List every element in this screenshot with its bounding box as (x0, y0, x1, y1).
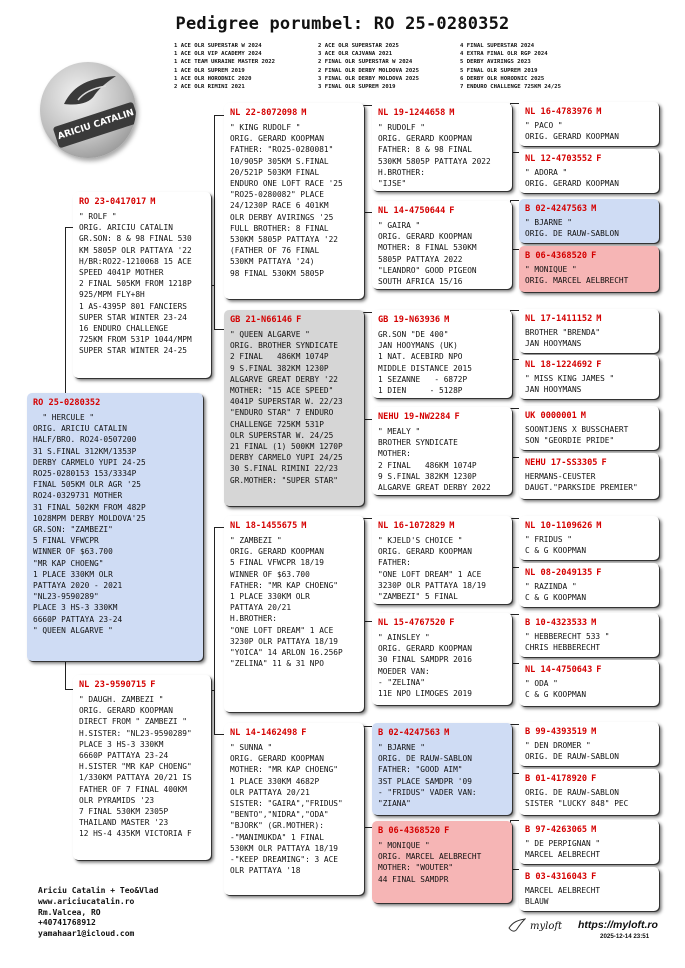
bird-info: ORIG. DE RAUW-SABLON SISTER "LUCKY 848" PEC (525, 788, 629, 809)
achievement: 6 DERBY OLR HORODNIC 2025 (460, 75, 545, 82)
website-link[interactable]: www.ariciucatalin.ro (38, 896, 135, 906)
ring-number: B 01-4178920 F (525, 774, 597, 784)
bird-info: " HEBBERECHT 533 " CHRIS HEBBERECHT (525, 632, 610, 653)
ancestor-card[interactable] (519, 102, 659, 146)
achievement: 1 ACE OLR SUPERSTAR W 2024 (174, 43, 262, 49)
great-grandparent-card[interactable] (372, 613, 512, 705)
ring-number: NL 14-1462498 F (230, 728, 307, 738)
ring-number: NL 08-2049135 F (525, 568, 602, 578)
achievement: 3 FINAL OLR DERBY MOLDOVA 2025 (318, 75, 420, 82)
paternal-grandfather-card[interactable] (224, 103, 364, 299)
achievement: 4 FINAL SUPERSTAR 2024 (460, 43, 535, 49)
achievement: 1 ACE OLR SUPREM 2019 (174, 67, 245, 74)
ring-number: B 99-4393519 M (525, 727, 597, 737)
bird-info: BROTHER "BRENDA" JAN HOOYMANS (525, 328, 601, 349)
bird-info: " BJARNE " ORIG. DE RAUW-SABLON (525, 218, 619, 239)
ring-number: GB 19-N63936 M (378, 315, 450, 325)
bird-info: " KJELD'S CHOICE " ORIG. GERARD KOOPMAN FATHER: "ONE LOFT DREAM" 1 ACE 3230P OLR PATTAYA 18/19 "ZAMBEZI" 5 FINAL (378, 536, 486, 602)
achievement: 7 ENDURO CHALLENGE 725KM 24/25 (460, 83, 562, 90)
myloft-brand: myloft (508, 918, 562, 934)
ring-number: B 10-4323533 M (525, 618, 597, 628)
email[interactable]: yamahaar1@icloud.com (38, 929, 135, 939)
bird-info: SOONTJENS X BUSSCHAERT SON "GEORDIE PRIDE" (525, 425, 629, 446)
ring-number: B 06-4368520 F (525, 251, 597, 261)
ring-number: NL 23-9590715 F (79, 680, 156, 690)
bird-info: " RUDOLF " ORIG. GERARD KOOPMAN FATHER: 8 & 98 FINAL 530KM 5805P PATTAYA 2022 H.BROTHER: "IJSE" (378, 123, 491, 189)
bird-info: " MISS KING JAMES " JAN HOOYMANS (525, 374, 615, 395)
ancestor-card[interactable] (519, 516, 659, 560)
achievements-col-2 (318, 42, 419, 91)
ancestor-card[interactable] (519, 406, 659, 450)
achievement: 1 ACE TEAM UKRAINE MASTER 2022 (174, 59, 276, 66)
great-grandparent-card[interactable] (372, 821, 512, 903)
bird-info: " DAUGH. ZAMBEZI " ORIG. GERARD KOOPMAN DIRECT FROM " ZAMBEZI " H.SISTER: "NL23-9590289" PLACE 3 HS-3 330KM 6660P PATTAYA 23-24 H.SISTER "MR KAP CHOENG" 1/330KM PATTAYA 20/21 IS FATHER OF 7 FINAL 400KM OLR PYRAMIDS '23 7 FINAL 530KM 2305P THAILAND MASTER '23 12 HS-4 435KM VICTORIA F (79, 695, 192, 839)
great-grandparent-card[interactable] (372, 407, 512, 495)
achievement: 3 FINAL OLR SUPREM 2019 (318, 83, 396, 90)
bird-info: HERMANS-CEUSTER DAUGT."PARKSIDE PREMIER" (525, 472, 638, 493)
bird-info: " DEN DROMER " ORIG. DE RAUW-SABLON (525, 741, 619, 762)
ancestor-card[interactable] (519, 355, 659, 399)
ancestor-card[interactable] (519, 613, 659, 657)
ring-number: NL 10-1109626 M (525, 521, 602, 531)
contact-block (38, 886, 158, 940)
ring-number: RO 23-0417017 M (79, 197, 156, 207)
myloft-bird-icon (508, 918, 526, 934)
ancestor-card[interactable] (519, 199, 659, 243)
maternal-grandmother-card[interactable] (224, 723, 364, 895)
achievements-col-1 (174, 42, 275, 91)
ring-number: NL 22-8072098 M (230, 108, 307, 118)
bird-info: " ODA " C & G KOOPMAN (525, 679, 587, 700)
ring-number: NL 16-1072829 M (378, 521, 455, 531)
bird-info: " HERCULE " ORIG. ARICIU CATALIN HALF/BRO. RO24-0507200 31 S.FINAL 312KM/1353P DERBY CARMELO YUPI 24-25 RO25-0280153 153/3334P FINAL 505KM OLR AGR '25 RO24-0329731 MOTHER 31 FINAL 502KM FROM 482P 1028MPM DERBY MOLDOVA'25 GR.SON: "ZAMBEZI" 5 FINAL VFWCPR WINNER OF $63.700 "MR KAP CHOENG" 1 PLACE 330KM OLR PATTAYA 2020 - 2021 "NL23-9590289" PLACE 3 HS-3 330KM 6660P PATTAYA 23-24 " QUEEN ALGARVE " (33, 413, 146, 635)
great-grandparent-card[interactable] (372, 516, 512, 604)
ancestor-card[interactable] (519, 867, 659, 911)
ring-number: UK 0000001 M (525, 411, 586, 421)
ancestor-card[interactable] (519, 820, 659, 864)
achievement: 1 ACE OLR VIP ACADEMY 2024 (174, 51, 262, 58)
bird-info: " AINSLEY " ORIG. GERARD KOOPMAN 30 FINAL SAMDPR 2016 MOEDER VAN: - "ZELINA" 11E NPO LIMOGES 2019 (378, 633, 472, 699)
ring-number: NL 16-4783976 M (525, 107, 602, 117)
ring-number: NL 14-4750643 F (525, 665, 602, 675)
bird-info: " MONIQUE " ORIG. MARCEL AELBRECHT MOTHER: "WOUTER" 44 FINAL SAMDPR (378, 841, 482, 884)
bird-info: " QUEEN ALGARVE " ORIG. BROTHER SYNDICATE 2 FINAL 486KM 1074P 9 S.FINAL 382KM 1230P ALGARVE GREAT DERBY '22 MOTHER: "15 ACE SPEED" 4041P SUPERSTAR W. 22/23 "ENDURO STAR" 7 ENDURO CHALLENGE 725KM 531P OLR SUPERSTAR W. 24/25 21 FINAL (1) 500KM 1270P DERBY CARMELO YUPI 24/25 30 S.FINAL RIMINI 22/23 GR.MOTHER: "SUPER STAR" (230, 330, 343, 485)
ring-number: GB 21-N66146 F (230, 315, 302, 325)
great-grandparent-card[interactable] (372, 723, 512, 815)
ring-number: B 02-4247563 M (525, 204, 597, 214)
ancestor-card[interactable] (519, 660, 659, 706)
achievement: 1 ACE OLR HORODNIC 2020 (174, 75, 252, 82)
ancestor-card[interactable] (519, 149, 659, 193)
bird-info: " PACO " ORIG. GERARD KOOPMAN (525, 121, 619, 142)
ring-number: NL 19-1244658 M (378, 108, 455, 118)
bird-info: " GAIRA " ORIG. GERARD KOOPMAN MOTHER: 8 FINAL 530KM 5805P PATTAYA 2022 "LEANDRO" GOOD PIGEON SOUTH AFRICA 15/16 (378, 221, 477, 287)
bird-info: " SUNNA " ORIG. GERARD KOOPMAN MOTHER: "MR KAP CHOENG" 1 PLACE 330KM 4682P OLR PATTAYA 20/21 SISTER: "GAIRA","FRIDUS" "BENTO","NIDRA","ODA" "BJORK" (GR.MOTHER): -"MANIMUKDA" 1 FINAL 530KM OLR PATTAYA 18/19 -"KEEP DREAMING": 3 ACE OLR PATTAYA '18 (230, 743, 343, 876)
ring-number: NL 17-1411152 M (525, 314, 602, 324)
ring-number: B 03-4316043 F (525, 872, 597, 882)
ancestor-card[interactable] (519, 309, 659, 353)
bird-info: " RAZINDA " C & G KOOPMAN (525, 582, 587, 603)
paternal-grandmother-card[interactable] (224, 310, 364, 506)
bird-info: " BJARNE " ORIG. DE RAUW-SABLON FATHER: "GOOD AIM" 3ST PLACE SAMDPR '09 - "FRIDUS" VADER VAN: "ZIANA" (378, 743, 477, 809)
achievement: 2 ACE OLR RIMINI 2021 (174, 83, 245, 90)
father-card[interactable] (73, 192, 211, 378)
achievements-col-3 (460, 42, 561, 91)
ancestor-card[interactable] (519, 769, 659, 815)
bird-info: " FRIDUS " C & G KOOPMAN (525, 535, 587, 556)
bird-info: " KING RUDOLF " ORIG. GERARD KOOPMAN FATHER: "RO25-0280081" 10/905P 305KM S.FINAL 20/521P 503KM FINAL ENDURO ONE LOFT RACE '25 "RO25-0280082" PLACE 24/1230P RACE 6 401KM OLR DERBY AVIRINGS '25 FULL BROTHER: 8 FINAL 530KM 5805P PATTAYA '22 (FATHER OF 76 FINAL 530KM PATTAYA '24) 98 FINAL 530KM 5805P (230, 123, 343, 278)
phone[interactable]: +40741768912 (38, 918, 96, 928)
bird-info: GR.SON "DE 400" JAN HOOYMANS (UK) 1 NAT. ACEBIRD NPO MIDDLE DISTANCE 2015 1 SEZANNE - 6872P 1 DIEN - 5128P (378, 330, 472, 396)
great-grandparent-card[interactable] (372, 103, 512, 191)
bird-info: " ADORA " ORIG. GERARD KOOPMAN (525, 168, 619, 189)
ring-number: B 02-4247563 M (378, 728, 450, 738)
achievement: 5 DERBY AVIRINGS 2023 (460, 59, 531, 66)
print-date: 2025-12-14 23:51 (600, 933, 650, 940)
bird-info: " ROLF " ORIG. ARICIU CATALIN GR.SON: 8 & 98 FINAL 530 KM 5805P OLR PATTAYA '22 H/BR:RO22-1210068 15 ACE SPEED 4041P MOTHER 2 FINAL 505KM FROM 1218P 925/MPM FLY+8H 1 AS-4395P 801 FANCIERS SUPER STAR WINTER 23-24 16 ENDURO CHALLENGE 725KM FROM 531P 1044/MPM SUPER STAR WINTER 24-25 (79, 212, 192, 356)
maternal-grandfather-card[interactable] (224, 516, 364, 712)
ancestor-card[interactable] (519, 246, 659, 292)
myloft-site-link[interactable]: https://myloft.ro (578, 919, 658, 931)
bird-info: MARCEL AELBRECHT BLAUW (525, 886, 601, 907)
achievement: 2 FINAL OLR DERBY MOLDOVA 2025 (318, 67, 420, 74)
loft-logo (40, 62, 136, 158)
ring-number: RO 25-0280352 (33, 398, 101, 408)
ring-number: NL 14-4750644 F (378, 206, 455, 216)
ring-number: NL 15-4767520 F (378, 618, 455, 628)
achievement: 4 EXTRA FINAL OLR RGP 2024 (460, 51, 548, 58)
page-title: Pedigree porumbel: RO 25-0280352 (175, 14, 510, 34)
ring-number: NEHU 19-NW2284 F (378, 412, 460, 422)
location: Rm.Valcea, RO (38, 907, 101, 917)
mother-card[interactable] (73, 675, 211, 860)
ring-number: B 06-4368520 F (378, 826, 450, 836)
ancestor-card[interactable] (519, 722, 659, 766)
ring-number: NL 18-1224692 F (525, 360, 602, 370)
achievement: 2 ACE OLR SUPERSTAR 2025 (318, 43, 399, 49)
ancestor-card[interactable] (519, 563, 659, 607)
bird-info: " ZAMBEZI " ORIG. GERARD KOOPMAN 5 FINAL VFWCPR 18/19 WINNER OF $63.700 FATHER: "MR KAP CHOENG" 1 PLACE 330KM OLR PATTAYA 20/21 H.BROTHER: "ONE LOFT DREAM" 1 ACE 3230P OLR PATTAYA 18/19 "YOICA" 14 ARLON 16.256P "ZELINA" 11 & 31 NPO (230, 536, 343, 669)
achievement: 5 FINAL OLR SUPREM 2019 (460, 67, 538, 74)
great-grandparent-card[interactable] (372, 310, 512, 398)
bird-info: " DE PERPIGNAN " MARCEL AELBRECHT (525, 839, 601, 860)
great-grandparent-card[interactable] (372, 201, 512, 289)
ancestor-card[interactable] (519, 453, 659, 499)
logo-text: ARICIU CATALIN (53, 102, 136, 149)
subject-bird-card[interactable] (27, 393, 203, 661)
ring-number: B 97-4263065 M (525, 825, 597, 835)
achievement: 2 FINAL OLR SUPERSTAR W 2024 (318, 59, 413, 66)
connector (214, 115, 224, 330)
bird-info: " MONIQUE " ORIG. MARCEL AELBRECHT (525, 265, 629, 286)
ring-number: NL 12-4703552 F (525, 154, 602, 164)
ring-number: NL 18-1455675 M (230, 521, 307, 531)
ring-number: NEHU 17-SS3305 F (525, 458, 607, 468)
connector (214, 527, 224, 735)
bird-info: " MEALY " BROTHER SYNDICATE MOTHER: 2 FINAL 486KM 1074P 9 S.FINAL 382KM 1230P ALGARVE GREAT DERBY 2022 (378, 427, 491, 493)
breeder-name: Ariciu Catalin + Teo&Vlad (38, 886, 159, 895)
achievement: 3 ACE OLR CAJVANA 2021 (318, 51, 393, 58)
